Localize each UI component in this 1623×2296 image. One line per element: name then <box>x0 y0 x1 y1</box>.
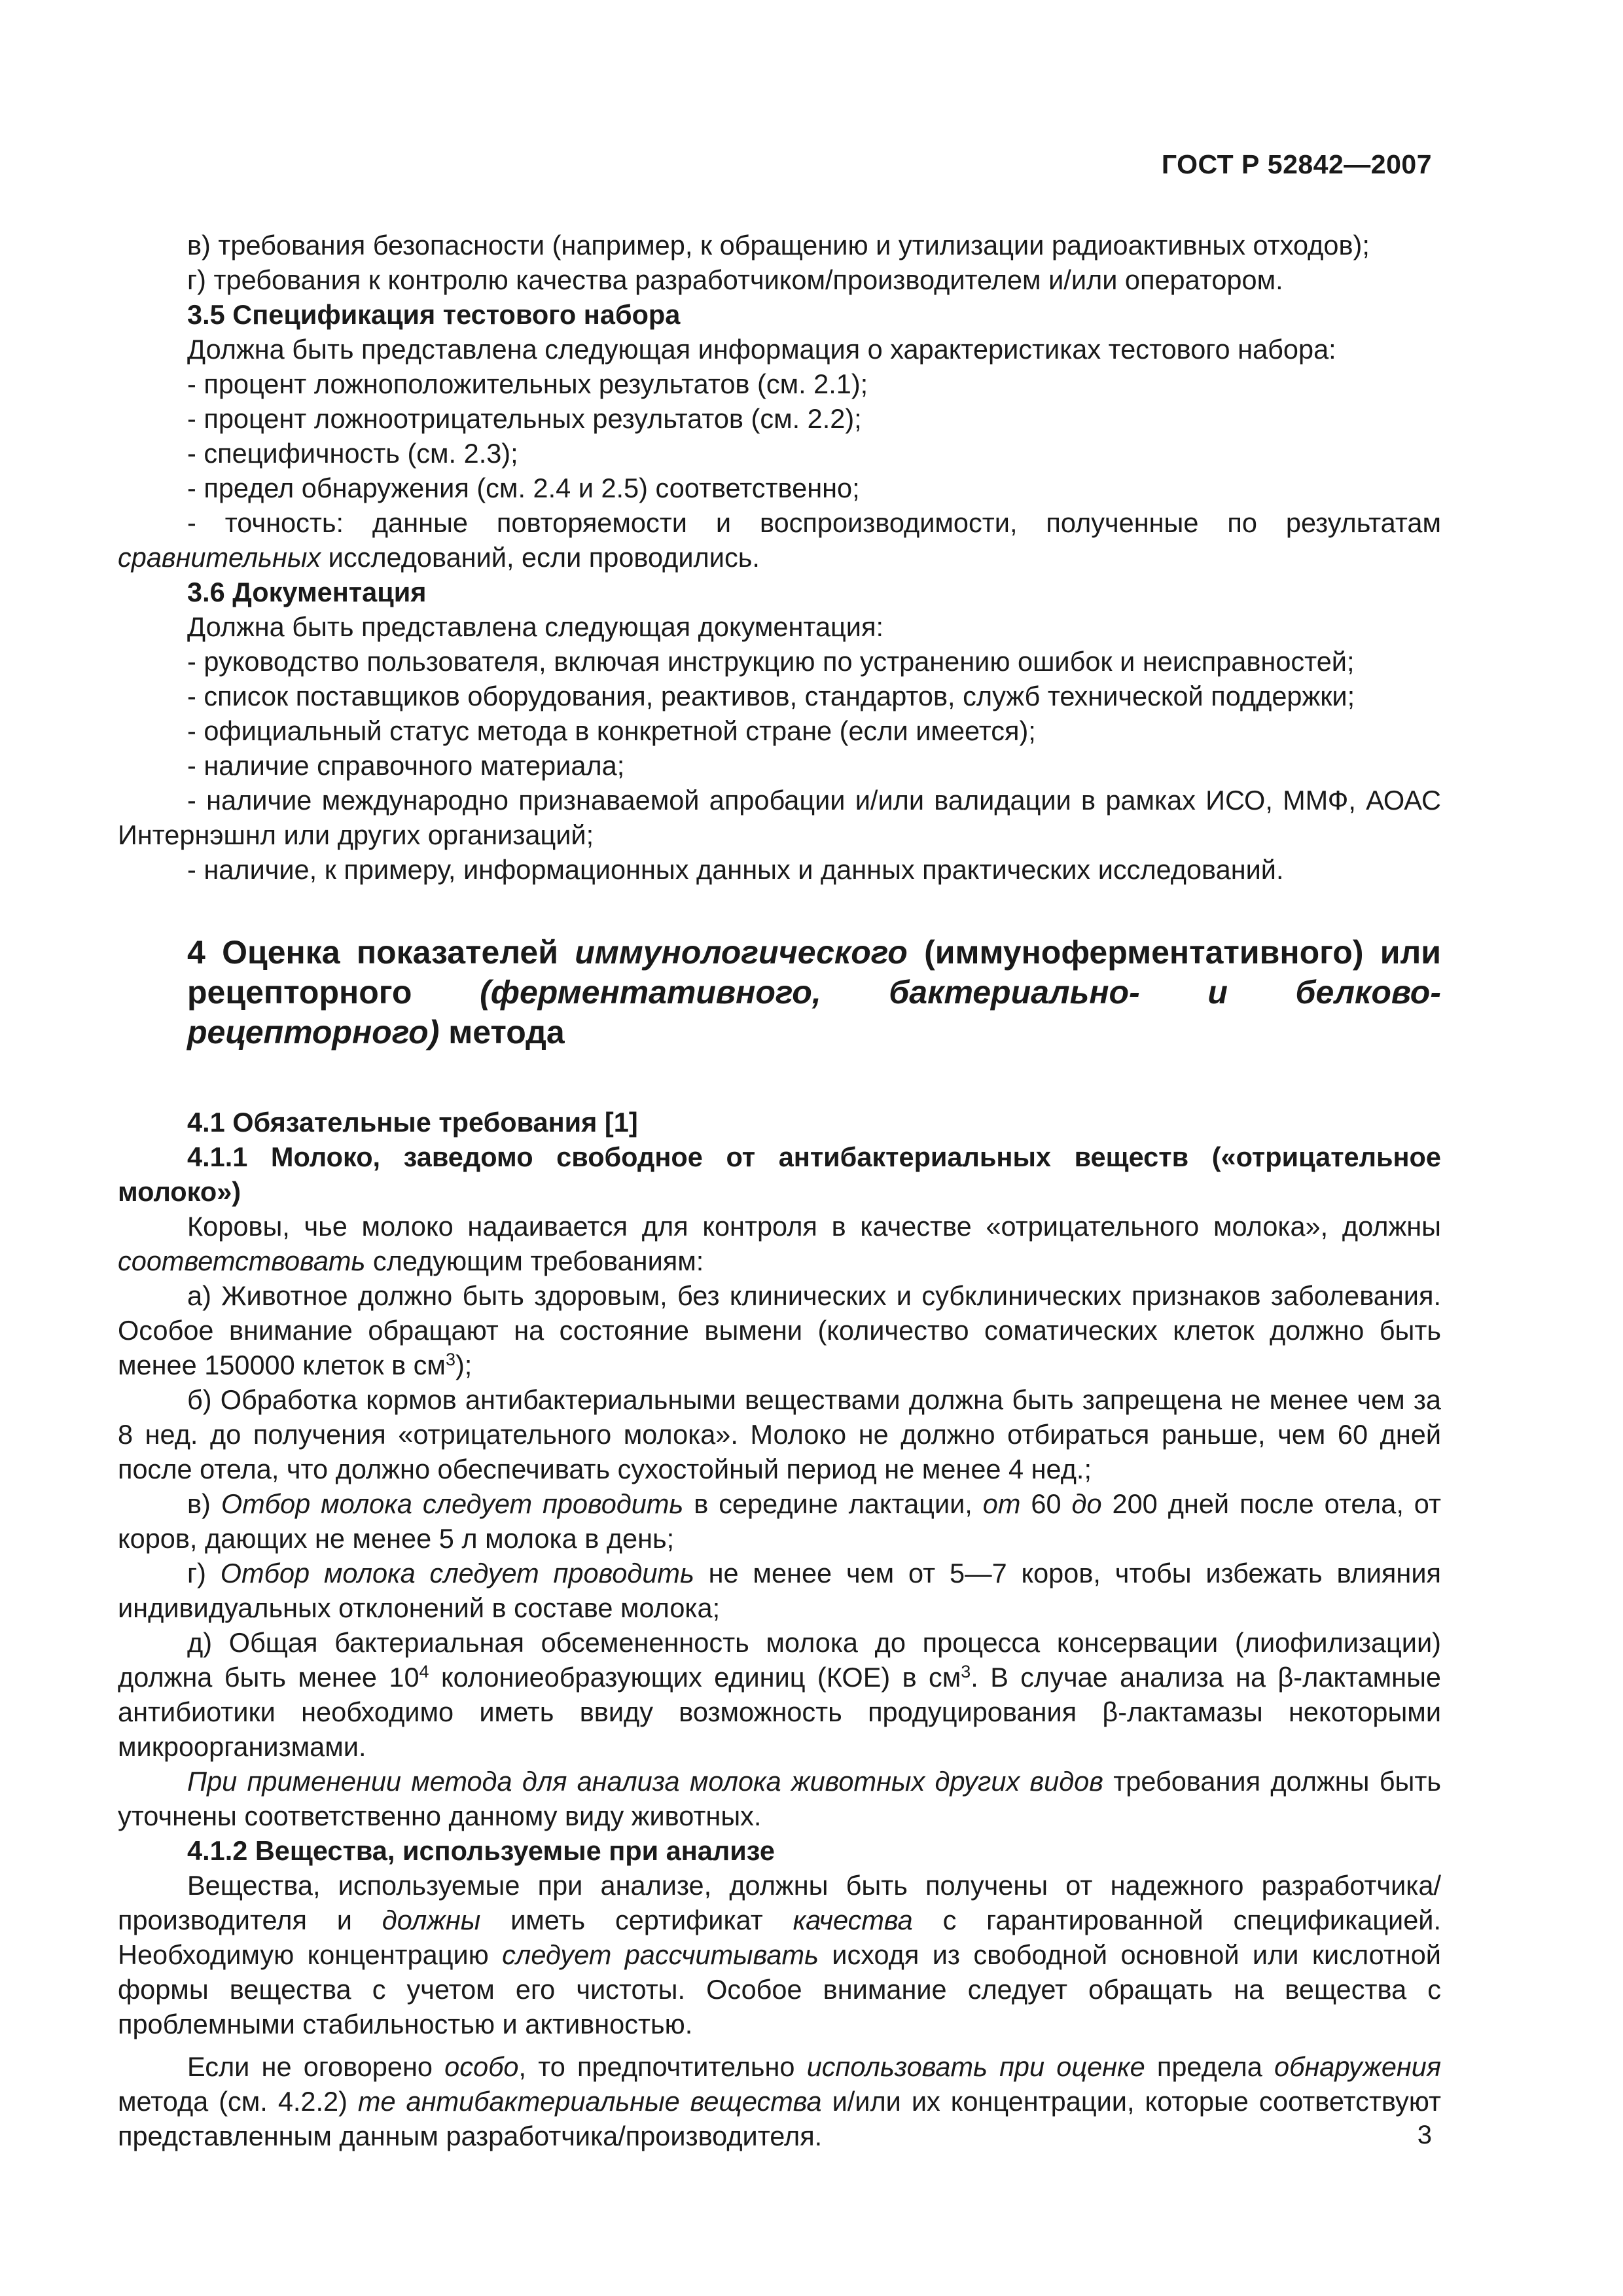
list-item: - список поставщиков оборудования, реактивов, стандартов, служб технической поддержки; <box>187 681 1355 711</box>
substances-paragraph-2: Если не оговорено особо, то предпочтительно использовать при оценке предела обнаружения метода (см. 4.2.2) те антибактериальные вещества и/или их концентрации, которые соответствуют представленным данным разработчика/производителя. <box>118 2051 1441 2151</box>
requirement-item-g: г) требования к контролю качества разработчиком/производителем и/или оператором. <box>187 264 1283 295</box>
list-item: - процент ложноположительных результатов (см. 2.1); <box>187 368 868 399</box>
section-3-6-heading: 3.6 Документация <box>187 577 427 607</box>
requirement-g: г) Отбор молока следует проводить не менее чем от 5—7 коров, чтобы избежать влияния индивидуальных отклонений в составе молока; <box>118 1558 1441 1623</box>
precision-paragraph: - точность: данные повторяемости и воспроизводимости, полученные по результатам сравнительных исследований, если проводились. <box>118 507 1441 573</box>
list-item: - наличие справочного материала; <box>187 750 625 781</box>
requirement-d: д) Общая бактериальная обсемененность молока до процесса консервации (лиофилизации) должна быть менее $10^4$ колониеобразующих единиц (КОЕ) в $см^3$. В случае анализа на β-лактамные антибиотики необходимо иметь ввиду возможность продуцирования β-лактамазы некоторыми микроорганизмами. <box>118 1627 1442 1762</box>
page-number: 3 <box>1417 2121 1432 2149</box>
list-item: - руководство пользователя, включая инструкцию по устранению ошибок и неисправностей; <box>187 646 1355 677</box>
substances-paragraph-1: Вещества, используемые при анализе, должны быть получены от надежного разработчика/производителя и должны иметь сертификат качества с гарантированной спецификацией. Необходимую концентрацию следует рассчитывать исходя из свободной основной или кислотной формы вещества с учетом его чистоты. Особое внимание следует обращать на вещества с проблемными стабильностью и активностью. <box>118 1870 1441 2039</box>
section-4-1-1-heading: 4.1.1 Молоко, заведомо свободное от антибактериальных веществ («отрицательное молоко») <box>118 1141 1441 1207</box>
list-item: - процент ложноотрицательных результатов (см. 2.2); <box>187 403 862 434</box>
section-4-heading: 4 Оценка показателей иммунологического (иммуноферментативного) или рецепторного (ферментативного, бактериально- и белково-рецепторного) метода <box>187 934 1442 1050</box>
list-item: - специфичность (см. 2.3); <box>187 438 518 469</box>
requirement-item-v: в) требования безопасности (например, к обращению и утилизации радиоактивных отходов); <box>187 230 1370 260</box>
section-3-5-heading: 3.5 Спецификация тестового набора <box>187 299 681 330</box>
document-header: ГОСТ Р 52842—2007 <box>1161 149 1432 179</box>
section-3-5-intro: Должна быть представлена следующая информация о характеристиках тестового набора: <box>187 334 1336 365</box>
list-item: - наличие, к примеру, информационных данных и данных практических исследований. <box>187 854 1284 885</box>
document-body <box>118 228 1441 2153</box>
other-animals-paragraph: При применении метода для анализа молока животных других видов требования должны быть уточнены соответственно данному виду животных. <box>118 1766 1441 1831</box>
cows-paragraph: Коровы, чье молоко надаивается для контроля в качестве «отрицательного молока», должны соответствовать следующим требованиям: <box>118 1211 1441 1276</box>
requirement-v: в) Отбор молока следует проводить в середине лактации, от 60 до 200 дней после отела, от коров, дающих не менее 5 л молока в день; <box>118 1488 1441 1554</box>
section-4-1-2-heading: 4.1.2 Вещества, используемые при анализе <box>187 1835 775 1866</box>
section-3-6-intro: Должна быть представлена следующая документация: <box>187 611 883 642</box>
list-item: - наличие международно признаваемой апробации и/или валидации в рамках ИСО, ММФ, АОАС Интернэшнл или других организаций; <box>118 785 1441 850</box>
requirement-a: а) Животное должно быть здоровым, без клинических и субклинических признаков заболевания. Особое внимание обращают на состояние вымени (количество соматических клеток должно быть менее 150000 клеток в $см^3$); <box>118 1280 1441 1380</box>
list-item: - официальный статус метода в конкретной стране (если имеется); <box>187 715 1036 746</box>
section-4-1-heading: 4.1 Обязательные требования [1] <box>187 1107 638 1138</box>
list-item: - предел обнаружения (см. 2.4 и 2.5) соответственно; <box>187 473 860 503</box>
requirement-b: б) Обработка кормов антибактериальными веществами должна быть запрещена не менее чем за 8 нед. до получения «отрицательного молока». Молоко не должно отбираться раньше, чем 60 дней после отела, что должно обеспечивать сухостойный период не менее 4 нед.; <box>118 1384 1441 1484</box>
